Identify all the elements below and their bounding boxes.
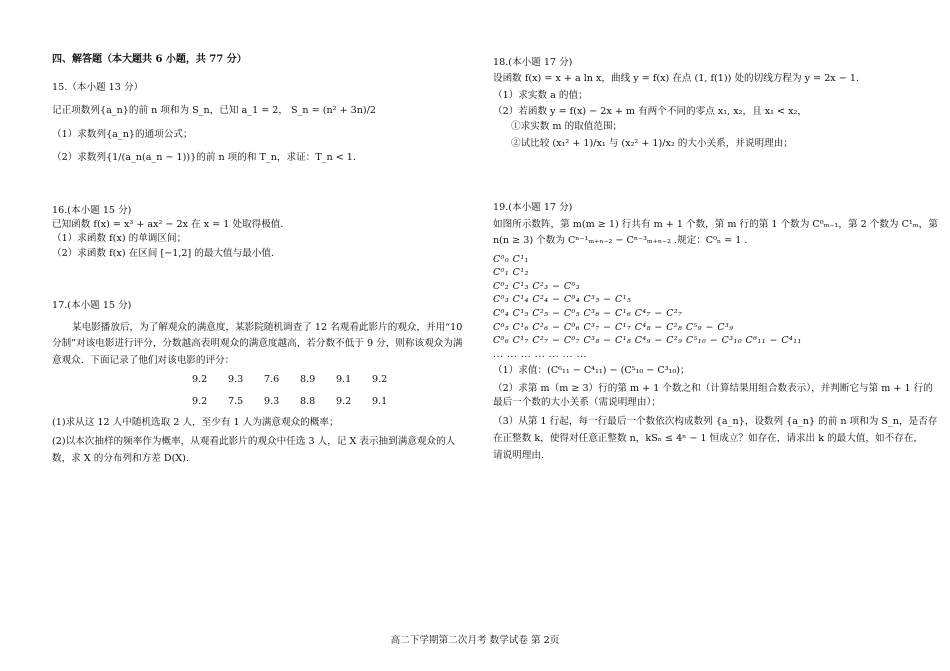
q17-part2: (2)以本次抽样的频率作为概率，从观看此影片的观众中任选 3 人，记 X 表示抽到满意观众的人数，求 X 的分布列和方差 D(X). [52,436,456,464]
score-row-1 [192,373,464,387]
q19-part2-b: 最后一个数的大小关系（需说明理由）； [493,397,661,409]
array-row: C⁰₅ C¹₆ C²₆ − C⁰₆ C³₇ − C¹₇ C⁴₈ − C²₈ C⁵₉ − C³₉ [493,321,734,333]
array-row: C⁰₆ C¹₇ C²₇ − C⁰₇ C³₈ − C¹₈ C⁴₉ − C²₉ C⁵₁₀ − C³₁₀ C⁶₁₁ − C⁴₁₁ [493,335,802,347]
score: 9.2 [192,396,208,408]
page-footer: 高二下学期第二次月考 数学试卷 第 2页 [390,635,560,646]
score: 7.5 [228,396,244,408]
q19-part3-b: 在正整数 k，使得对任意正整数 n，kSₙ ≤ 4ⁿ − 1 恒成立？如存在，请求出 k 的最大值，如不存在， [493,433,924,445]
section-title: 四、解答题（本大题共 6 小题，共 77 分） [52,54,247,65]
q19-part3-c: 请说明理由. [493,450,545,462]
q18-part2b: ②试比较 (x₁² + 1)/x₁ 与 (x₂² + 1)/x₂ 的大小关系，并说明理由； [511,137,793,149]
q15-header: 15.（本小题 13 分） [52,82,144,93]
q18-part1: （1）求实数 a 的值； [493,89,588,101]
combination-array [493,253,903,362]
score: 8.8 [300,396,316,408]
array-row: C⁰₁ C¹₂ [493,267,529,279]
q16-part2: （2）求函数 f(x) 在区间 [−1,2] 的最大值与最小值. [52,247,275,259]
q19-part3-a: （3）从第 1 行起，每一行最后一个数依次构成数列 {a_n}，设数列 {a_n} 的前 n 项和为 S_n，是否存 [493,415,938,427]
q15-part2: （2）求数列{1/(a_n(a_n − 1))}的前 n 项的和 T_n，求证：T_n < 1. [52,152,356,164]
q19-stem-1: 如图所示数阵，第 m(m ≥ 1) 行共有 m + 1 个数，第 m 行的第 1 个数为 C⁰ₘ₋₁，第 2 个数为 C¹ₘ，第 [493,218,938,230]
array-row: C⁰₃ C¹₄ C²₄ − C⁰₄ C³₅ − C¹₅ [493,294,632,306]
score-row-2 [192,395,464,409]
q15-stem: 记正项数列{a_n}的前 n 项和为 S_n，已知 a_1 = 2， S_n = (n² + 3n)/2 [52,105,377,117]
array-row: C⁰₂ C¹₃ C²₃ − C⁰₃ [493,280,581,292]
q16-header: 16.(本小题 15 分) [52,204,132,216]
score: 7.6 [264,373,280,385]
q15-part1: （1）求数列{a_n}的通项公式； [52,128,193,140]
score: 9.2 [336,396,352,408]
q19-part2-a: （2）求第 m（m ≥ 3）行的第 m + 1 个数之和（计算结果用组合数表示），并判断它与第 m + 1 行的 [493,382,933,394]
q17-part1: (1)求从这 12 人中随机选取 2 人，至少有 1 人为满意观众的概率； [52,416,339,428]
score: 9.1 [372,396,388,408]
q16-stem: 已知函数 f(x) = x³ + ax² − 2x 在 x = 1 处取得极值. [52,218,284,230]
right-column [493,52,938,464]
array-row: ... ... ... ... ... ... ... [493,348,587,360]
q18-header: 18.(本小题 17 分) [493,57,573,68]
score: 9.3 [228,373,244,385]
score: 9.2 [372,373,388,385]
score: 9.3 [264,396,280,408]
q18-stem: 设函数 f(x) = x + a ln x，曲线 y = f(x) 在点 (1, f(1)) 处的切线方程为 y = 2x − 1. [493,73,860,85]
q19-part1: （1）求值：(C⁶₁₁ − C⁴₁₁) − (C⁵₁₀ − C³₁₀)； [493,364,690,376]
array-row: C⁰₄ C¹₅ C²₅ − C⁰₅ C³₆ − C¹₆ C⁴₇ − C²₇ [493,308,683,320]
score: 8.9 [300,373,316,385]
score: 9.1 [336,373,352,385]
array-row: C⁰₀ C¹₁ [493,253,529,265]
q16-part1: （1）求函数 f(x) 的单调区间； [52,233,187,245]
q18-part2: （2）若函数 y = f(x) − 2x + m 有两个不同的零点 x₁, x₂，且 x₁ < x₂， [493,106,807,118]
q19-stem-2: n(n ≥ 3) 个数为 Cⁿ⁻¹ₘ₊ₙ₋₂ − Cⁿ⁻³ₘ₊ₙ₋₂ .规定：C⁰ₙ = 1 . [493,235,748,247]
left-column [52,52,464,468]
q18-part2a: ①求实数 m 的取值范围； [511,120,623,132]
q17-header: 17.(本小题 15 分) [52,300,132,312]
q19-header: 19.(本小题 17 分) [493,202,573,214]
q17-stem: 某电影播放后，为了解观众的满意度，某影院随机调查了 12 名观看此影片的观众，并用“10分制”对该电影进行评分，分数越高表明观众的满意度越高，若分数不低于 9 分，则称该观众为满意观众．下面记录了他们对该电影的评分： [52,321,463,367]
score: 9.2 [192,373,208,385]
